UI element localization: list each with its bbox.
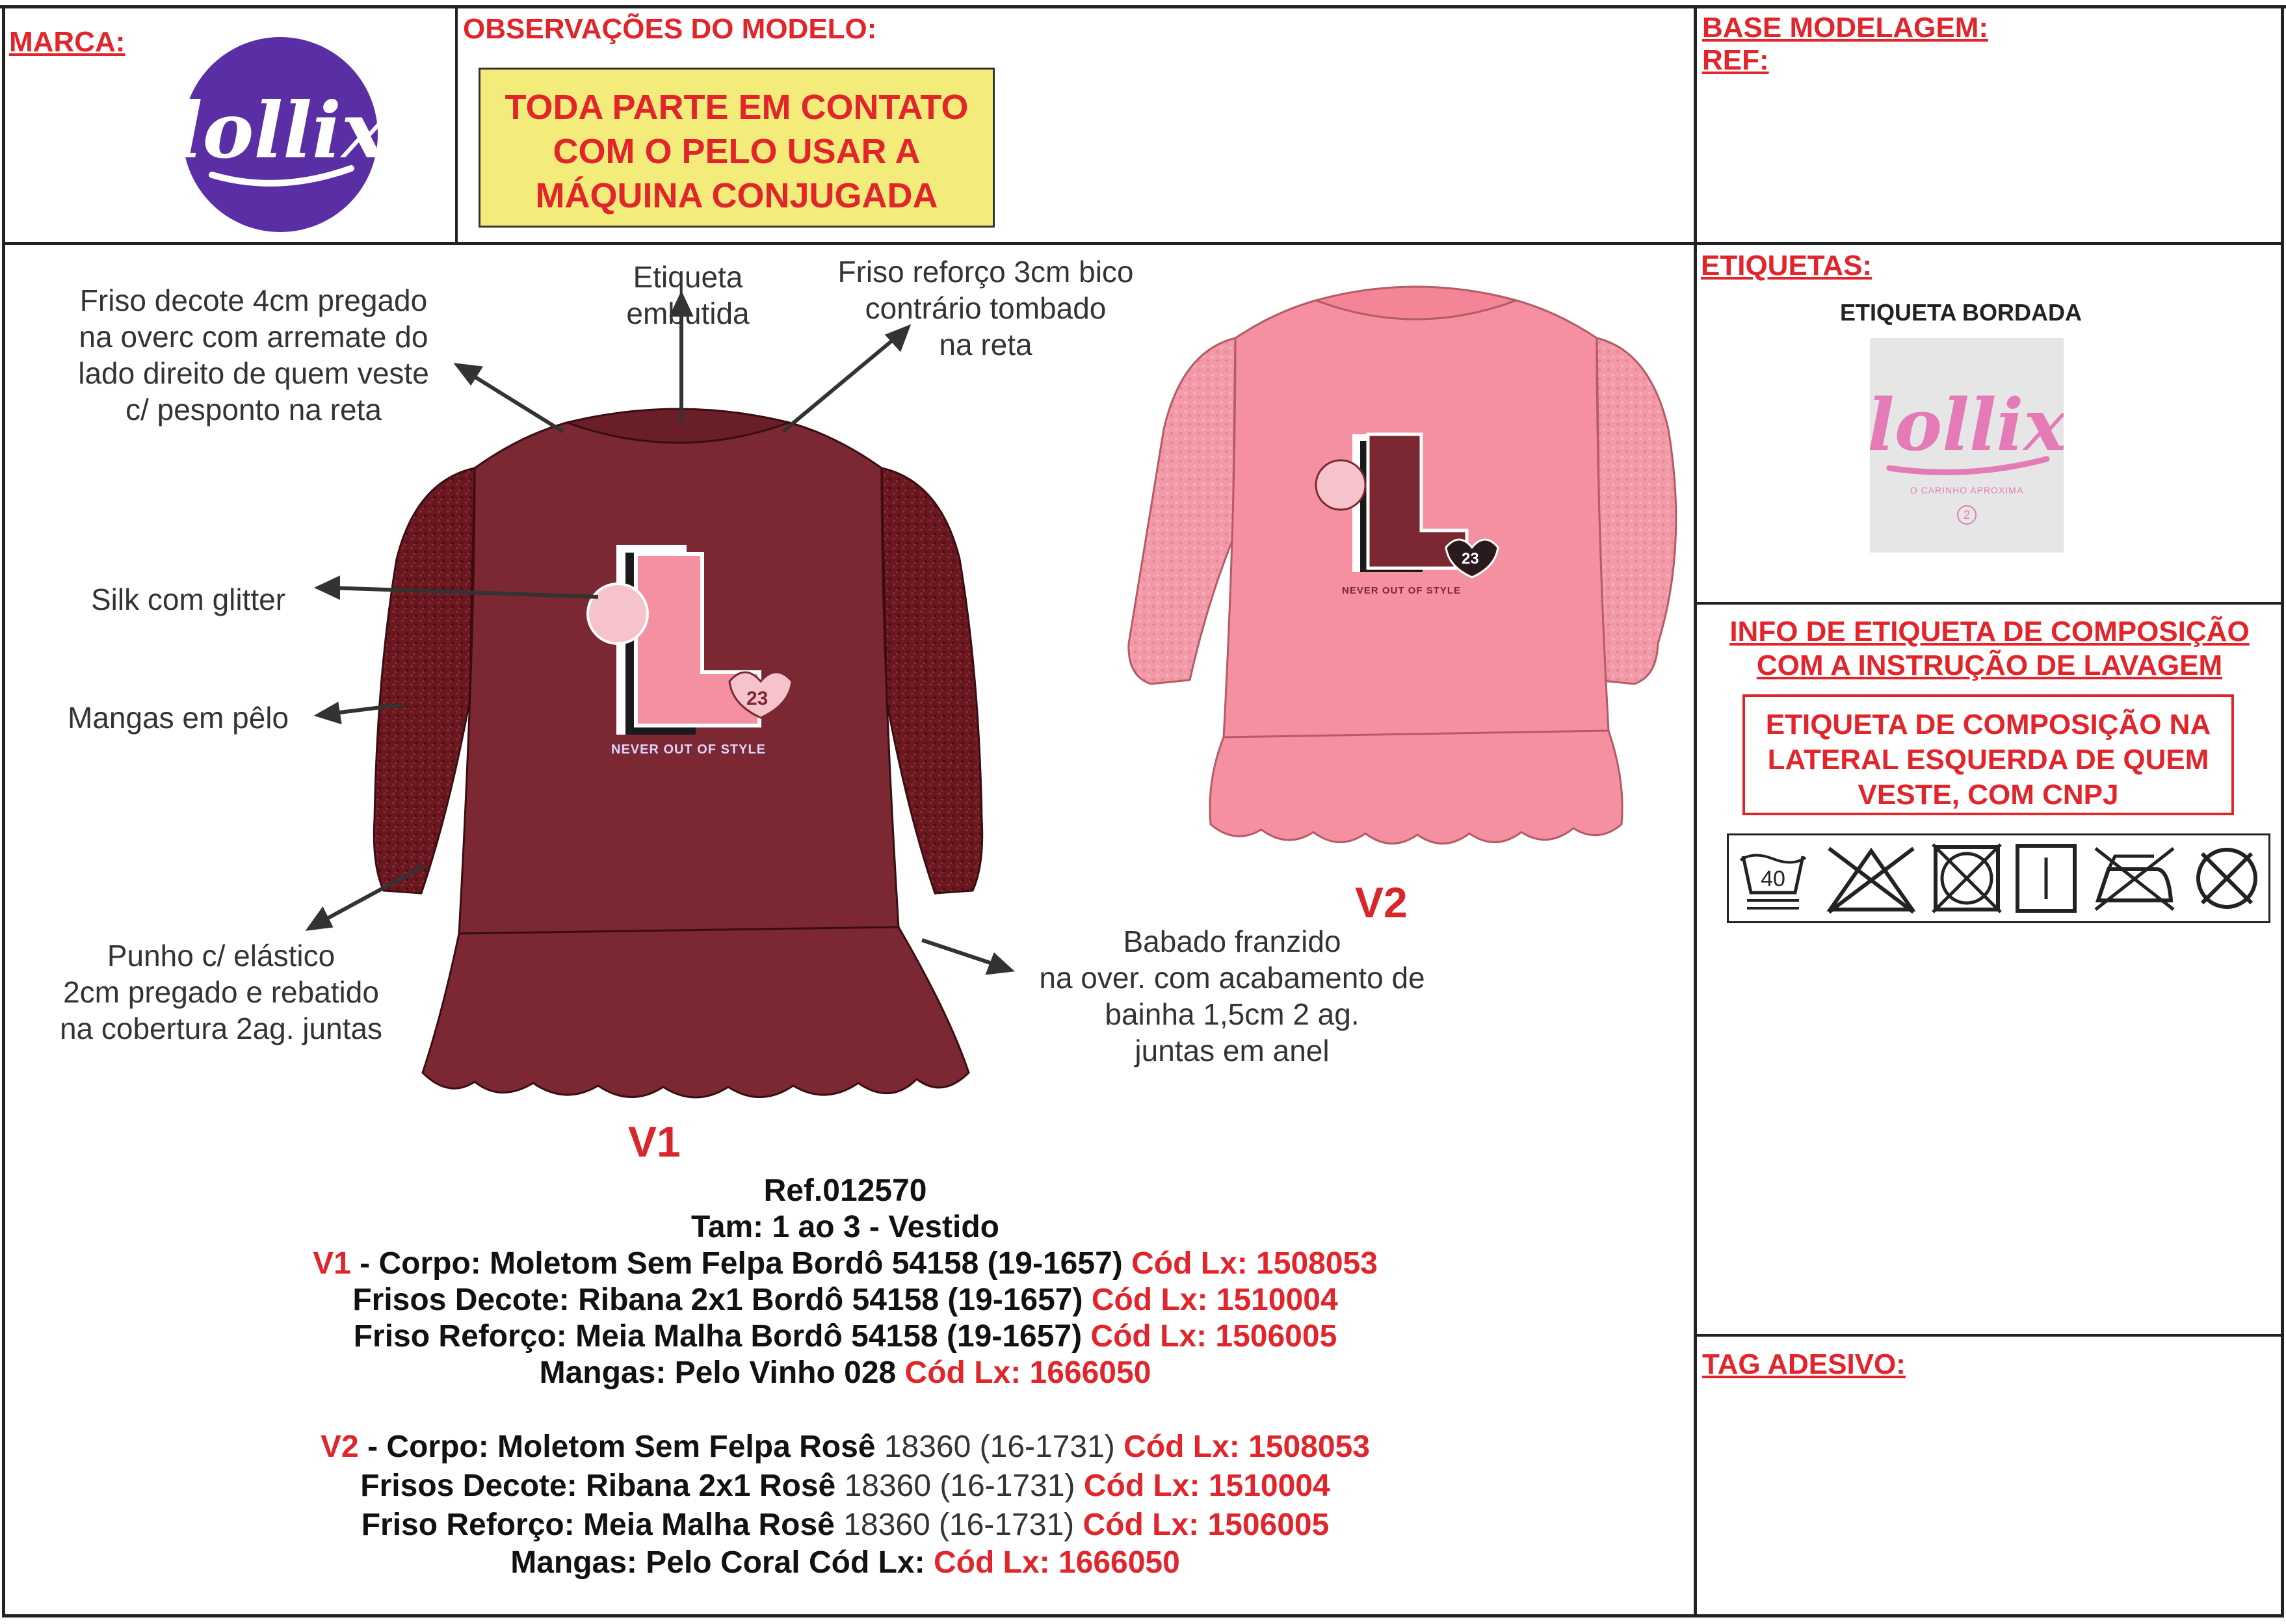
spec-v1-row-1 (0, 1246, 1690, 1281)
v2-ruffle (1210, 731, 1622, 844)
v1-left-sleeve (374, 468, 475, 893)
note-line: 2cm pregado e rebatido (63, 975, 379, 1009)
note-line: Etiqueta (633, 260, 743, 294)
spec-v1-row-3 (0, 1318, 1690, 1354)
v1-label: V1 (628, 1118, 681, 1166)
note-line: contrário tombado (865, 291, 1107, 325)
etiqueta-bordada-image (1870, 338, 2064, 553)
v2-label: V2 (1355, 878, 1408, 926)
comp-line-2: LATERAL ESQUERDA DE QUEM (1767, 744, 2209, 776)
wash-temp: 40 (1761, 867, 1785, 891)
note-line: embutida (626, 296, 750, 330)
no-tumble-dry-icon (1930, 842, 2003, 915)
spec-code: Cód Lx: 1506005 (1090, 1319, 1337, 1354)
info-composicao-title (1698, 615, 2281, 683)
spec-text: Friso Reforço: Meia Malha Bordô 54158 (19-1657) (353, 1319, 1091, 1354)
frame-right (2281, 5, 2284, 1617)
etiquetas-label: ETIQUETAS: (1701, 250, 1872, 282)
no-bleach-icon (1822, 842, 1920, 915)
marca-label: MARCA: (9, 26, 125, 58)
note-friso-reforco (804, 254, 1168, 363)
spec-color-num: 18360 (16-1731) (884, 1430, 1124, 1464)
care-symbols-row (1727, 833, 2270, 923)
v2-left-sleeve (1129, 338, 1235, 684)
spec-prefix: V2 (321, 1430, 359, 1464)
spec-ref: Ref.012570 (763, 1173, 927, 1208)
v2-print-number: 23 (1462, 550, 1479, 568)
etiqueta-slogan: O CARINHO APROXIMA (1910, 485, 2024, 495)
info-title-line-1: INFO DE ETIQUETA DE COMPOSIÇÃO (1729, 616, 2250, 648)
note-line: lado direito de quem veste (78, 356, 429, 390)
v1-print-slogan: NEVER OUT OF STYLE (611, 742, 767, 757)
spec-prefix: V1 (313, 1246, 351, 1281)
spec-v2-row-3 (0, 1507, 1690, 1543)
note-line: c/ pesponto na reta (125, 393, 382, 426)
comp-line-3: VESTE, COM CNPJ (1858, 779, 2119, 811)
spec-text: - Corpo: Moletom Sem Felpa Rosê (358, 1430, 884, 1464)
spec-v2-row-2 (0, 1468, 1690, 1504)
obs-divider (1694, 5, 1697, 1617)
info-title-line-2: COM A INSTRUÇÃO DE LAVAGEM (1756, 649, 2223, 681)
spec-v1-row-4 (0, 1355, 1690, 1391)
spec-code: Cód Lx: 1510004 (1091, 1283, 1338, 1317)
obs-line-2: COM O PELO USAR A (553, 132, 921, 171)
note-line: bainha 1,5cm 2 ag. (1105, 997, 1360, 1031)
spec-code: Cód Lx: 1666050 (904, 1356, 1151, 1390)
tag-adesivo-label: TAG ADESIVO: (1702, 1348, 1906, 1380)
spec-v2-row-4 (0, 1545, 1690, 1580)
spec-text: Mangas: Pelo Vinho 028 (539, 1356, 905, 1390)
spec-code: Cód Lx: 1508053 (1131, 1246, 1378, 1281)
v1-right-sleeve (882, 468, 982, 893)
obs-line-1: TODA PARTE EM CONTATO (505, 88, 969, 127)
note-line: Friso decote 4cm pregado (79, 283, 428, 317)
wash-40-icon (1734, 842, 1812, 915)
comp-line-1: ETIQUETA DE COMPOSIÇÃO NA (1765, 709, 2211, 740)
ref-label: REF: (1702, 44, 1769, 76)
spec-code: Cód Lx: 1666050 (933, 1545, 1180, 1580)
spec-text: - Corpo: Moletom Sem Felpa Bordô 54158 (19-1657) (350, 1246, 1132, 1281)
note-line: na cobertura 2ag. juntas (59, 1012, 383, 1045)
note-friso-decote (46, 282, 462, 428)
note-punho (33, 937, 410, 1047)
spec-code: Cód Lx: 1508053 (1123, 1430, 1370, 1464)
spec-color-num: 18360 (16-1731) (844, 1469, 1084, 1503)
obs-label: OBSERVAÇÕES DO MODELO: (463, 13, 877, 45)
frame-bottom (2, 1614, 2284, 1617)
svg-text:lollix: lollix (1870, 383, 2064, 467)
spec-v1-row-2 (0, 1282, 1690, 1318)
svg-text:lollix: lollix (181, 85, 380, 176)
note-line: na over. com acabamento de (1039, 961, 1425, 995)
note-line: Babado franzido (1123, 924, 1341, 958)
note-mangas: Mangas em pêlo (68, 701, 289, 735)
spec-v2-row-1 (0, 1429, 1690, 1465)
note-line: juntas em anel (1135, 1034, 1330, 1067)
etiquetas-divider (1694, 602, 2284, 605)
composicao-box (1742, 694, 2234, 815)
no-iron-icon (2089, 842, 2180, 915)
note-line: Friso reforço 3cm bico (837, 255, 1134, 289)
tag-divider (1694, 1334, 2284, 1337)
note-line: na reta (939, 328, 1032, 361)
no-dry-clean-icon (2190, 842, 2263, 915)
spec-text: Frisos Decote: Ribana 2x1 Rosê (360, 1469, 845, 1503)
spec-code: Cód Lx: 1510004 (1083, 1469, 1330, 1503)
note-silk: Silk com glitter (91, 583, 286, 616)
note-line: Punho c/ elástico (107, 939, 335, 973)
note-line: na overc com arremate do (79, 320, 428, 354)
spec-tam: Tam: 1 ao 3 - Vestido (691, 1210, 999, 1244)
obs-line-3: MÁQUINA CONJUGADA (535, 176, 938, 215)
spec-text: Frisos Decote: Ribana 2x1 Bordô 54158 (19-1657) (352, 1283, 1092, 1317)
note-babado (1014, 923, 1450, 1069)
base-modelagem-label: BASE MODELAGEM: (1702, 12, 1988, 44)
line-dry-icon (2014, 842, 2079, 915)
spec-text: Friso Reforço: Meia Malha Rosê (361, 1508, 844, 1542)
etiqueta-number: 2 (1963, 508, 1970, 521)
v2-print-slogan: NEVER OUT OF STYLE (1342, 585, 1462, 596)
spec-color-num: 18360 (16-1731) (843, 1508, 1083, 1542)
v1-print-number: 23 (746, 688, 769, 709)
note-etiqueta (590, 259, 785, 332)
etiqueta-bordada-title: ETIQUETA BORDADA (1840, 299, 2082, 326)
spec-code: Cód Lx: 1506005 (1083, 1508, 1330, 1542)
v2-garment (1129, 287, 1676, 844)
v1-ruffle (423, 927, 969, 1097)
spec-text: Mangas: Pelo Coral Cód Lx: (510, 1545, 934, 1580)
